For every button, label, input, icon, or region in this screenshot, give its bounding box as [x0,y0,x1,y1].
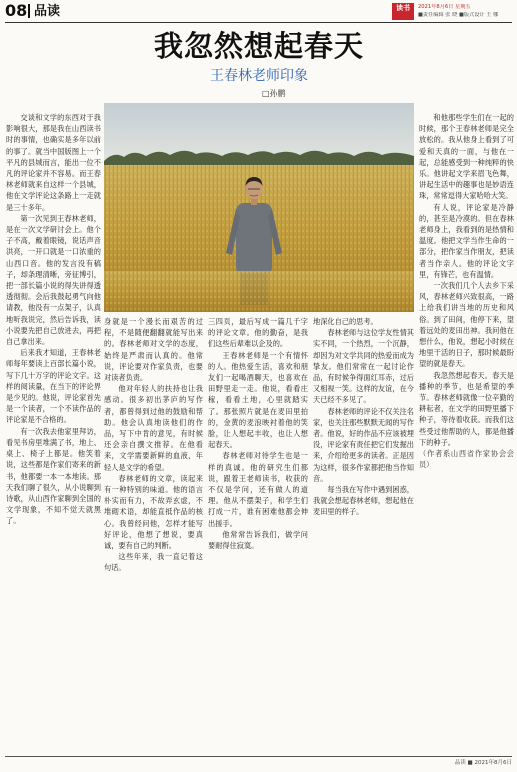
article-subtitle: 王春林老师印象 [210,68,308,84]
paragraph: 每当我在写作中遇到困惑，我就会想起春林老师，想起他在麦田里的样子。 [313,485,414,517]
column-4 [313,316,414,752]
paragraph: 这些年来，我一直记着这句话。 [104,552,203,573]
paragraph: 第一次见到王春林老师，是在一次文学研讨会上。他个子不高，戴着眼镜，说话声音洪亮，一开口就是一口浓重的山西口音。他的发言没有稿子，却条理清晰，旁征博引，把一部长篇小说的得失讲得透透彻彻。会后我鼓起勇气向他请教，他没有一点架子，认真地听我说完，然后告诉我，读小说要先把自己放进去，再把自己拿出来。 [6,213,101,347]
paragraph: 春林老师对待学生也是一样的真诚。他的研究生们都说，跟着王老师读书，收获的不仅是学问，还有做人的道理。他从不摆架子，和学生们打成一片，谁有困难他都会伸出援手。 [208,451,308,528]
wheat-field-photo [104,103,414,312]
paragraph: 有人说，评论家是冷静的，甚至是冷漠的。但在春林老师身上，我看到的是热情和温度。他把文学当作生命的一部分，把作家当作朋友，把读者当作亲人。他的评论文字里，有锋芒，也有温情。 [419,202,514,279]
paragraph: 王春林老师是一个有情怀的人。他热爱生活，喜欢和朋友们一起喝酒聊天，也喜欢在田野里走一走。他说，看看庄稼，看看土地，心里就踏实了。那张照片就是在麦田里拍的，金黄的麦浪映衬着他的笑脸，让人想起丰收，也让人想起春天。 [208,350,308,450]
article-title: 我忽然想起春天 [153,29,364,63]
editor-credits: ■责任编辑 张 晓 ■版式设计 王 娜 [418,12,499,18]
column-5 [419,112,514,752]
paragraph: 身就是一个漫长而艰苦的过程，不是随便翻翻就能写出来的。春林老师对文学的态度，始终是严肃而认真的。他常说，评论要对作家负责，也要对读者负责。 [104,317,203,383]
section-name: 品读 [34,4,61,19]
author-note: （作者系山西省作家协会会员） [419,449,514,470]
column-2 [104,316,203,752]
column-1 [6,112,101,752]
page-footer: 品读 ■ 2021年8月6日 [454,760,512,766]
paragraph: 他对年轻人的扶持也让我感动。很多初出茅庐的写作者，都曾得到过他的鼓励和帮助。他会认真地读他们的作品，写下中肯的意见，有时候还会亲自撰文推荐。在他看来，文学需要新鲜的血液，年轻人是文学的希望。 [104,384,203,472]
page-number: 08 [5,1,28,20]
paragraph: 后来我才知道，王春林老师每年要读上百部长篇小说，写下几十万字的评论文字。这样的阅读量，在当下的评论界是少见的。他说，评论家首先是一个读者，一个不读作品的评论家是不合格的。 [6,348,101,425]
paragraph: 春林老师的评论不仅关注名家，也关注那些默默无闻的写作者。他说，好的作品不应该被埋没，评论家有责任把它们发掘出来，介绍给更多的读者。正是因为这样，很多作家都把他当作知音。 [313,406,414,483]
footer-rule [5,756,512,757]
paragraph: 交谈和文学的东西对于我影响很大，那是我在山西读书时的事情，也确实是多年以前的事了。就当中国版图上一个平凡的县城而言，能出一位不凡的评论家并不容易。而王春林老师就来自这样一个县城，他在文学评论这条路上一走就是三十多年。 [6,113,101,212]
article-author: □孙鹏 [262,89,286,98]
paragraph: 一次我们几个人去乡下采风，春林老师兴致很高，一路上给我们讲当地的历史和风俗。到了田间，他停下来，望着远处的麦田出神。我问他在想什么，他说，想起小时候在地里干活的日子，那时候最盼望的就是春天。 [419,281,514,369]
paragraph: 三四页，最后写成一篇几千字的评论文章。他的勤奋，是我们这些后辈难以企及的。 [208,317,308,349]
column-3 [208,316,308,752]
paragraph: 春林老师与这位学友性情其实不同，一个热烈，一个沉静，却因为对文学共同的热爱而成为挚友。他们常常在一起讨论作品，有时候争得面红耳赤，过后又相视一笑。这样的友谊，在今天已经不多见了。 [313,328,414,405]
paragraph: 我忽然想起春天。春天是播种的季节，也是希望的季节。春林老师就像一位辛勤的耕耘者，在文学的田野里播下种子，等待着收获。而我们这些受过他帮助的人，都是他播下的种子。 [419,370,514,447]
paragraph: 有一次我去他家里拜访，看见书房里堆满了书，地上、桌上、椅子上都是。他笑着说，这些都是作家们寄来的新书，他都要一本一本地读。那天我们聊了很久，从小说聊到诗歌，从山西作家聊到全国的文学现象，不知不觉天就黑了。 [6,426,101,526]
article-photo [104,103,414,312]
issue-date: 2021年8月6日 星期五 [418,4,471,10]
paragraph: 地深化自己的思考。 [313,317,378,326]
header-divider [28,4,30,18]
masthead-logo: 读书 [392,3,414,20]
header-rule [5,22,512,23]
paragraph: 和他那些学生们在一起的时候，那个王春林老师是完全放松的。我从他身上看到了可爱和天真的一面，与他在一起，总能感受到一种纯粹的快乐。他讲起文学来眉飞色舞，讲起生活中的趣事也是妙语连珠，常常逗得大家哈哈大笑。 [419,113,514,201]
paragraph: 他常常告诉我们，做学问要耐得住寂寞。 [208,529,308,551]
paragraph: 春林老师的文章，读起来有一种特别的味道。他的语言朴实而有力，不故弄玄虚，不堆砌术语，却能直抵作品的核心。我曾经问他，怎样才能写好评论，他想了想说，要真诚，要有自己的判断。 [104,473,203,551]
